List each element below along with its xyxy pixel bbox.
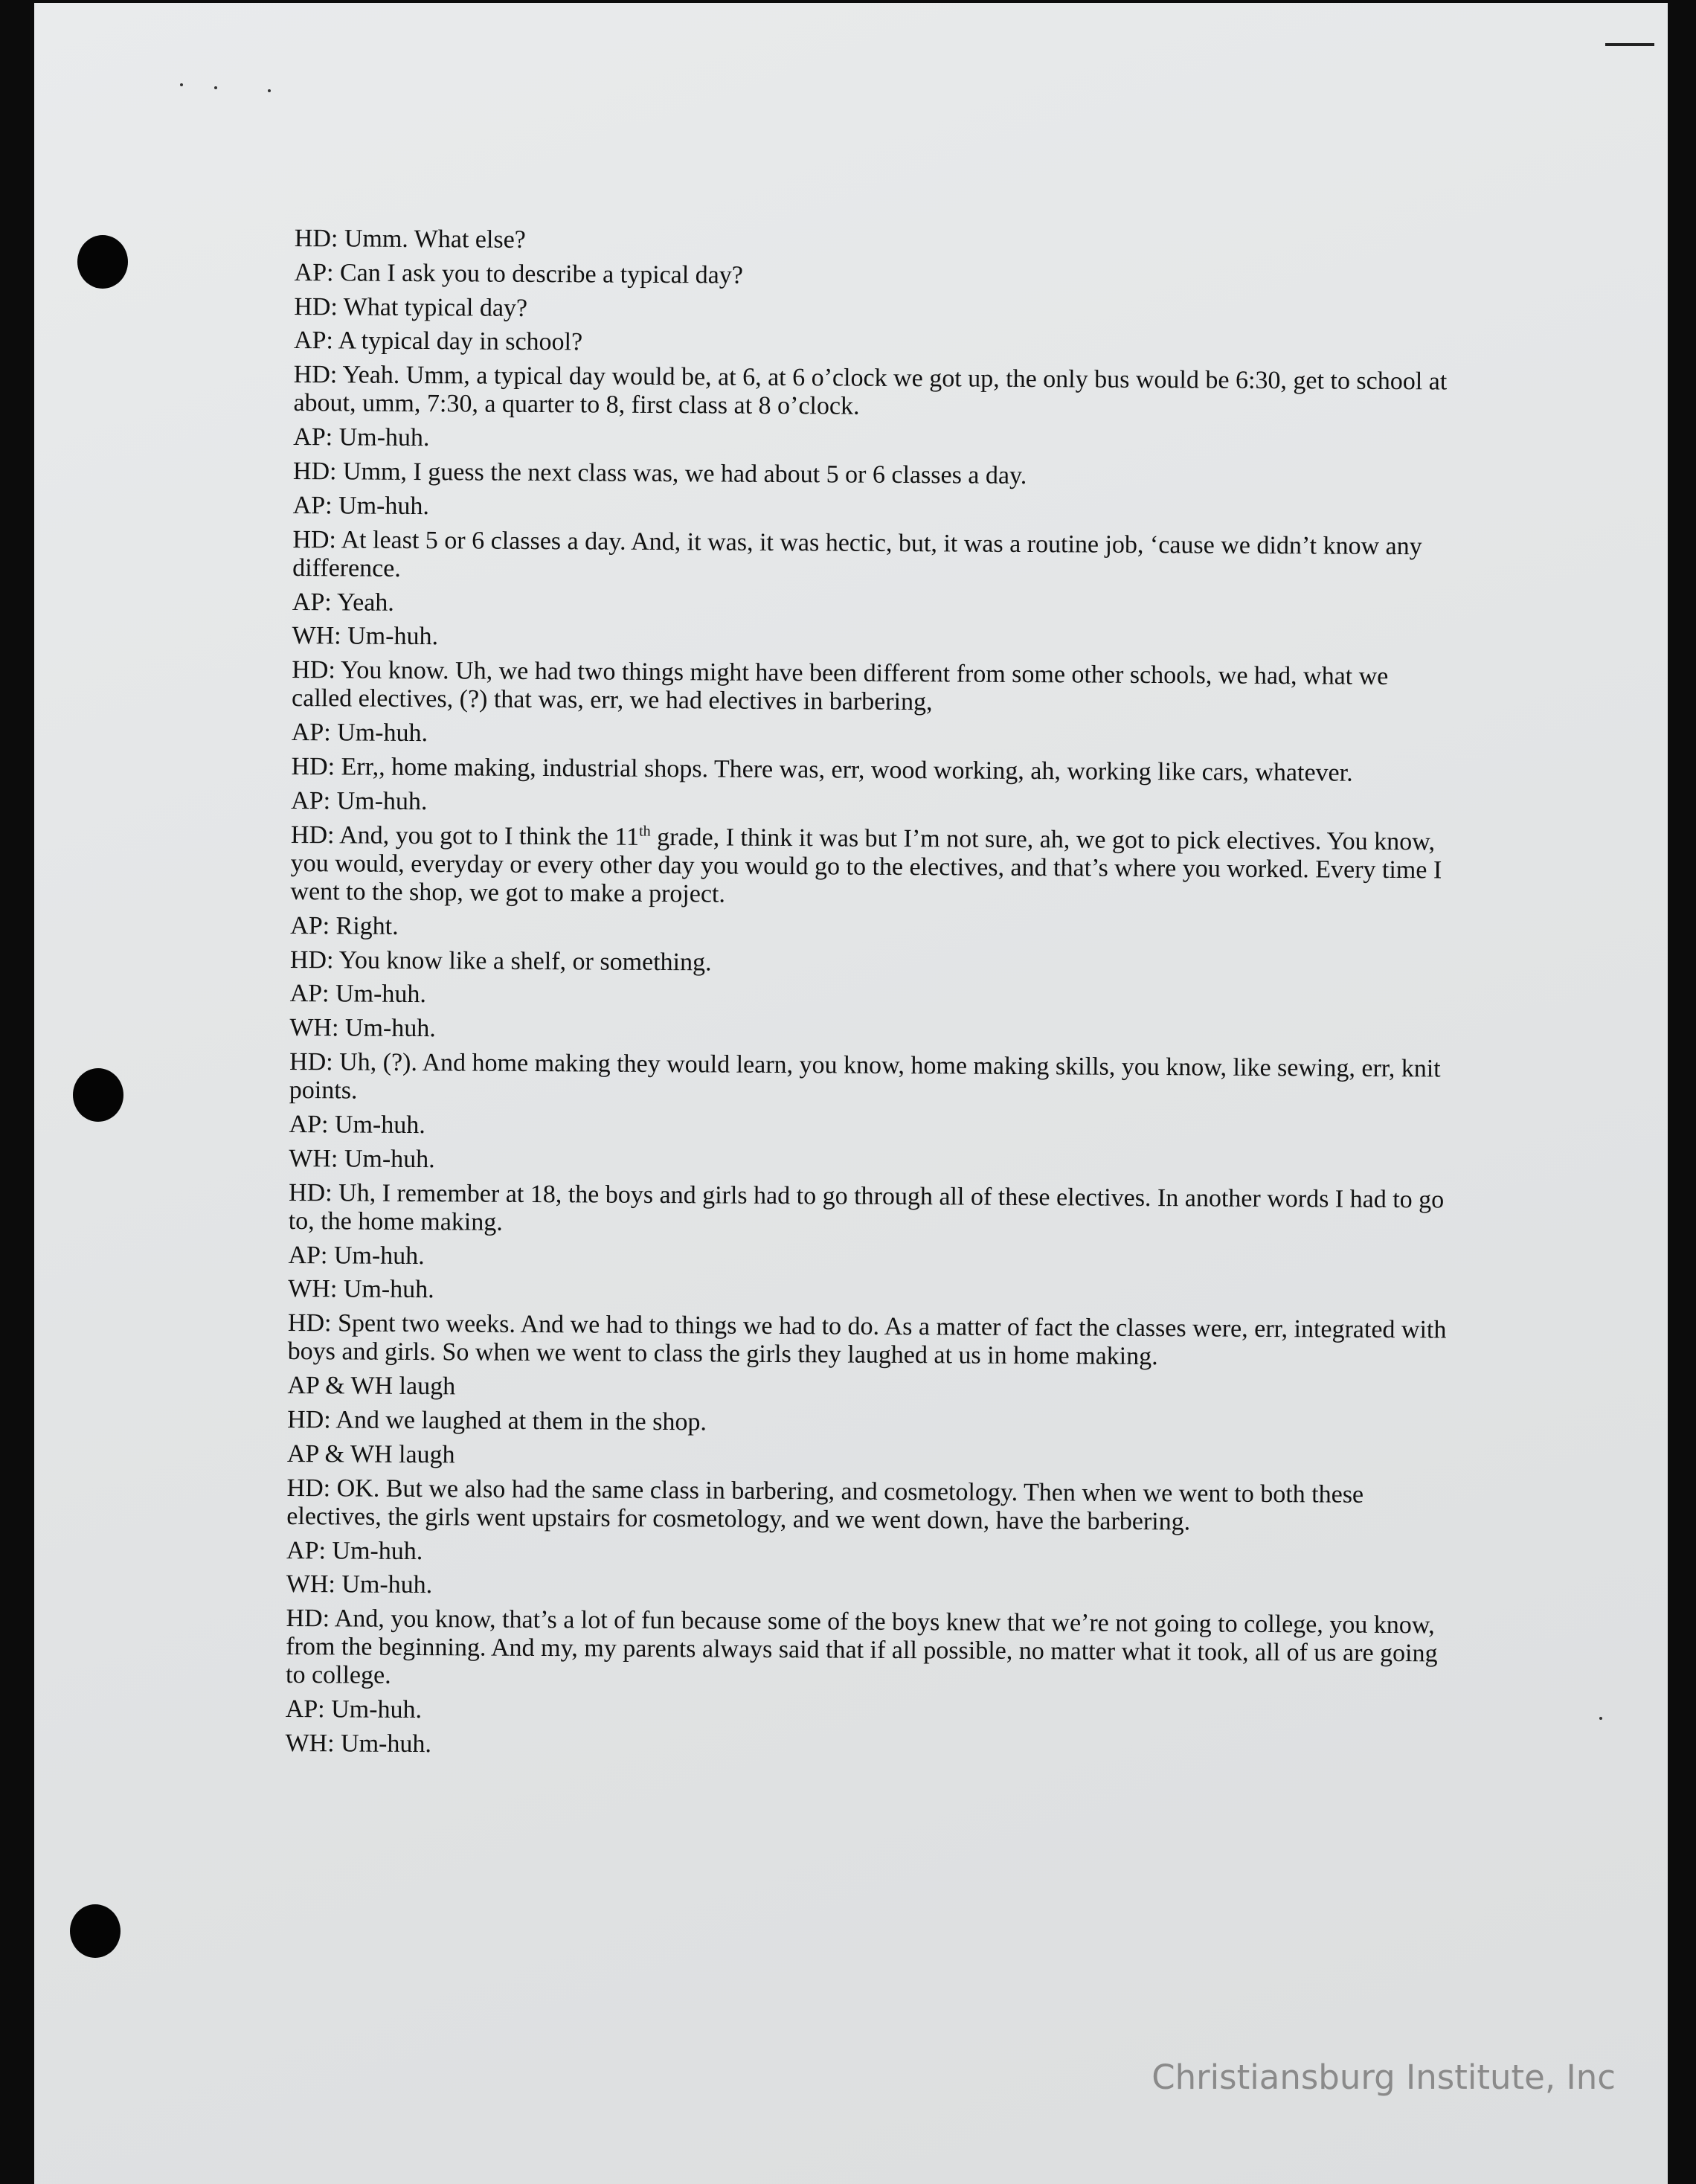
transcript-line (290, 821, 1451, 913)
transcript-line: AP: Can I ask you to describe a typical day? (294, 258, 744, 289)
speck (214, 86, 217, 89)
transcript-line: AP: Um-huh. (293, 423, 430, 452)
transcript-line: AP: Um-huh. (291, 786, 428, 816)
transcript-line: WH: Um-huh. (286, 1570, 433, 1599)
transcript-line: HD: You know. Uh, we had two things might have been different from some other schools, we had, what we called electives, (?) that was, err, we had electives in barbering, (291, 656, 1389, 716)
corner-mark (1605, 43, 1654, 46)
transcript-line: HD: Uh, I remember at 18, the boys and girls had to go through all of these electives. In another words I had to go to, the home making. (288, 1178, 1445, 1236)
document-page (34, 3, 1668, 2184)
transcript-line: HD: You know like a shelf, or something. (289, 945, 712, 977)
transcript-line: AP: A typical day in school? (293, 327, 583, 356)
transcript-line: HD: Err,, home making, industrial shops. There was, err, wood working, ah, working like cars, whatever. (291, 752, 1353, 787)
transcript-line: AP: Um-huh. (289, 1110, 425, 1140)
speck (180, 83, 183, 86)
transcript-line: AP: Yeah. (292, 588, 394, 617)
transcript-line: AP & WH laugh (287, 1372, 456, 1401)
transcript-line: WH: Um-huh. (288, 1275, 434, 1304)
transcript-line: HD: Umm. What else? (294, 224, 526, 254)
transcript-line: WH: Um-huh. (292, 622, 439, 651)
transcript-line: HD: Yeah. Umm, a typical day would be, at 6, at 6 o’clock we got up, the only bus would be 6:30, get to school at about, umm, 7:30, a quarter to 8, first class at 8 o’clock. (293, 361, 1448, 420)
speck (268, 89, 271, 92)
transcript-text: grade, I think it was but I’m not sure, ah, we got to pick electives. You know, you would, everyday or every other day you would go to the electives, and that’s where you worked. Every time I went to the shop, we got to make a project. (290, 823, 1442, 908)
transcript-line: HD: OK. But we also had the same class in barbering, and cosmetology. Then when we went to both these electives, the girls went upstairs for cosmetology, and we went down, have the barbering. (286, 1474, 1364, 1535)
punch-hole-top (77, 235, 128, 289)
transcript-line: AP: Um-huh. (288, 1241, 425, 1270)
transcript-line: WH: Um-huh. (285, 1729, 432, 1759)
transcript-line: HD: And we laughed at them in the shop. (287, 1405, 707, 1436)
transcript-line: HD: And, you know, that’s a lot of fun because some of the boys knew that we’re not going to college, you know, from the beginning. And my, my parents always said that if all possible, no matter what it took, all of us are going to college. (285, 1605, 1438, 1689)
transcript-line: AP: Um-huh. (292, 491, 430, 520)
transcript-line: HD: Umm, I guess the next class was, we had about 5 or 6 classes a day. (292, 457, 1027, 490)
transcript-line: AP & WH laugh (286, 1439, 455, 1469)
transcript-line: AP: Right. (290, 911, 399, 940)
transcript-line: HD: Spent two weeks. And we had to things we had to do. As a matter of fact the classes were, err, integrated with boys and girls. So when we went to class the girls they laughed at us in home making. (287, 1309, 1447, 1371)
superscript: th (639, 823, 651, 840)
transcript-line: AP: Um-huh. (285, 1695, 423, 1724)
transcript-line: HD: Uh, (?). And home making they would learn, you know, home making skills, you know, like sewing, err, knit points. (289, 1047, 1441, 1105)
watermark: Christiansburg Institute, Inc (1151, 2058, 1616, 2097)
speck (1599, 1717, 1602, 1720)
transcript-line: HD: At least 5 or 6 classes a day. And, it was, it was hectic, but, it was a routine job, ‘cause we didn’t know any difference. (292, 525, 1422, 582)
transcript-line: WH: Um-huh. (289, 1014, 436, 1043)
transcript-line: HD: What typical day? (294, 292, 528, 322)
punch-hole-bottom (70, 1904, 121, 1958)
transcript-text: HD: And, you got to I think the 11 (290, 820, 640, 851)
punch-hole-middle (73, 1068, 123, 1122)
transcript (285, 222, 1455, 1767)
transcript-line: AP: Um-huh. (291, 719, 428, 748)
transcript-line: AP: Um-huh. (286, 1536, 423, 1565)
transcript-line: WH: Um-huh. (289, 1144, 435, 1173)
transcript-line: AP: Um-huh. (289, 980, 427, 1009)
